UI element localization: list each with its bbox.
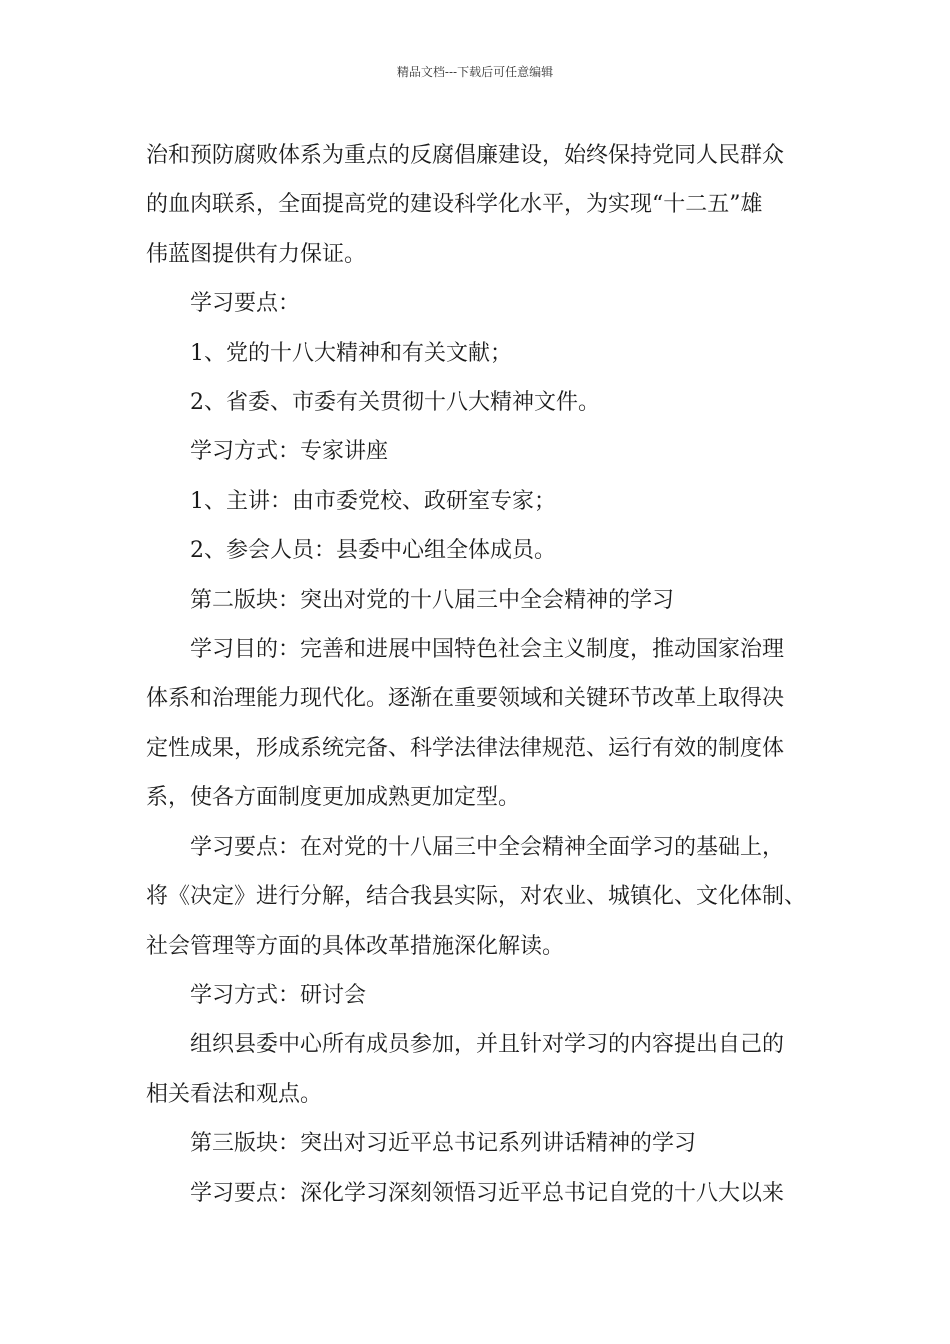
text-line: 学习目的：完善和进展中国特色社会主义制度，推动国家治理 [190, 637, 785, 663]
list-item: 1、主讲：由市委党校、政研室专家； [190, 488, 556, 514]
text-line: 定性成果，形成系统完备、科学法律法律规范、运行有效的制度体 [146, 735, 785, 761]
text-line: 将《决定》进行分解，结合我县实际，对农业、城镇化、文化体制、 [146, 884, 807, 910]
text-line: 组织县委中心所有成员参加，并且针对学习的内容提出自己的 [190, 1032, 785, 1058]
text-line: 相关看法和观点。 [146, 1081, 323, 1107]
text-line: 系，使各方面制度更加成熟更加定型。 [146, 785, 521, 811]
text-line: 伟蓝图提供有力保证。 [146, 241, 367, 267]
text-line: 体系和治理能力现代化。逐渐在重要领域和关键环节改革上取得决 [146, 686, 785, 712]
text-line: 的血肉联系，全面提高党的建设科学化水平，为实现“十二五”雄 [146, 192, 763, 218]
list-item: 1、党的十八大精神和有关文献； [190, 340, 512, 366]
section-label-study-method: 学习方式：研讨会 [190, 982, 367, 1008]
section-label-study-method: 学习方式：专家讲座 [190, 439, 389, 465]
text-line: 学习要点：在对党的十八届三中全会精神全面学习的基础上， [190, 834, 785, 860]
page-header: 精品文档---下载后可任意编辑 [396, 65, 554, 79]
list-item: 2、省委、市委有关贯彻十八大精神文件。 [190, 390, 600, 416]
section-heading-block-three: 第三版块：突出对习近平总书记系列讲话精神的学习 [190, 1131, 697, 1157]
list-item: 2、参会人员：县委中心组全体成员。 [190, 538, 556, 564]
section-heading-block-two: 第二版块：突出对党的十八届三中全会精神的学习 [190, 587, 675, 613]
text-line: 治和预防腐败体系为重点的反腐倡廉建设，始终保持党同人民群众 [146, 143, 785, 168]
text-line: 学习要点：深化学习深刻领悟习近平总书记自党的十八大以来 [190, 1180, 785, 1206]
text-line: 社会管理等方面的具体改革措施深化解读。 [146, 933, 565, 959]
document-body [146, 131, 812, 1218]
section-label-study-points: 学习要点： [190, 291, 301, 317]
